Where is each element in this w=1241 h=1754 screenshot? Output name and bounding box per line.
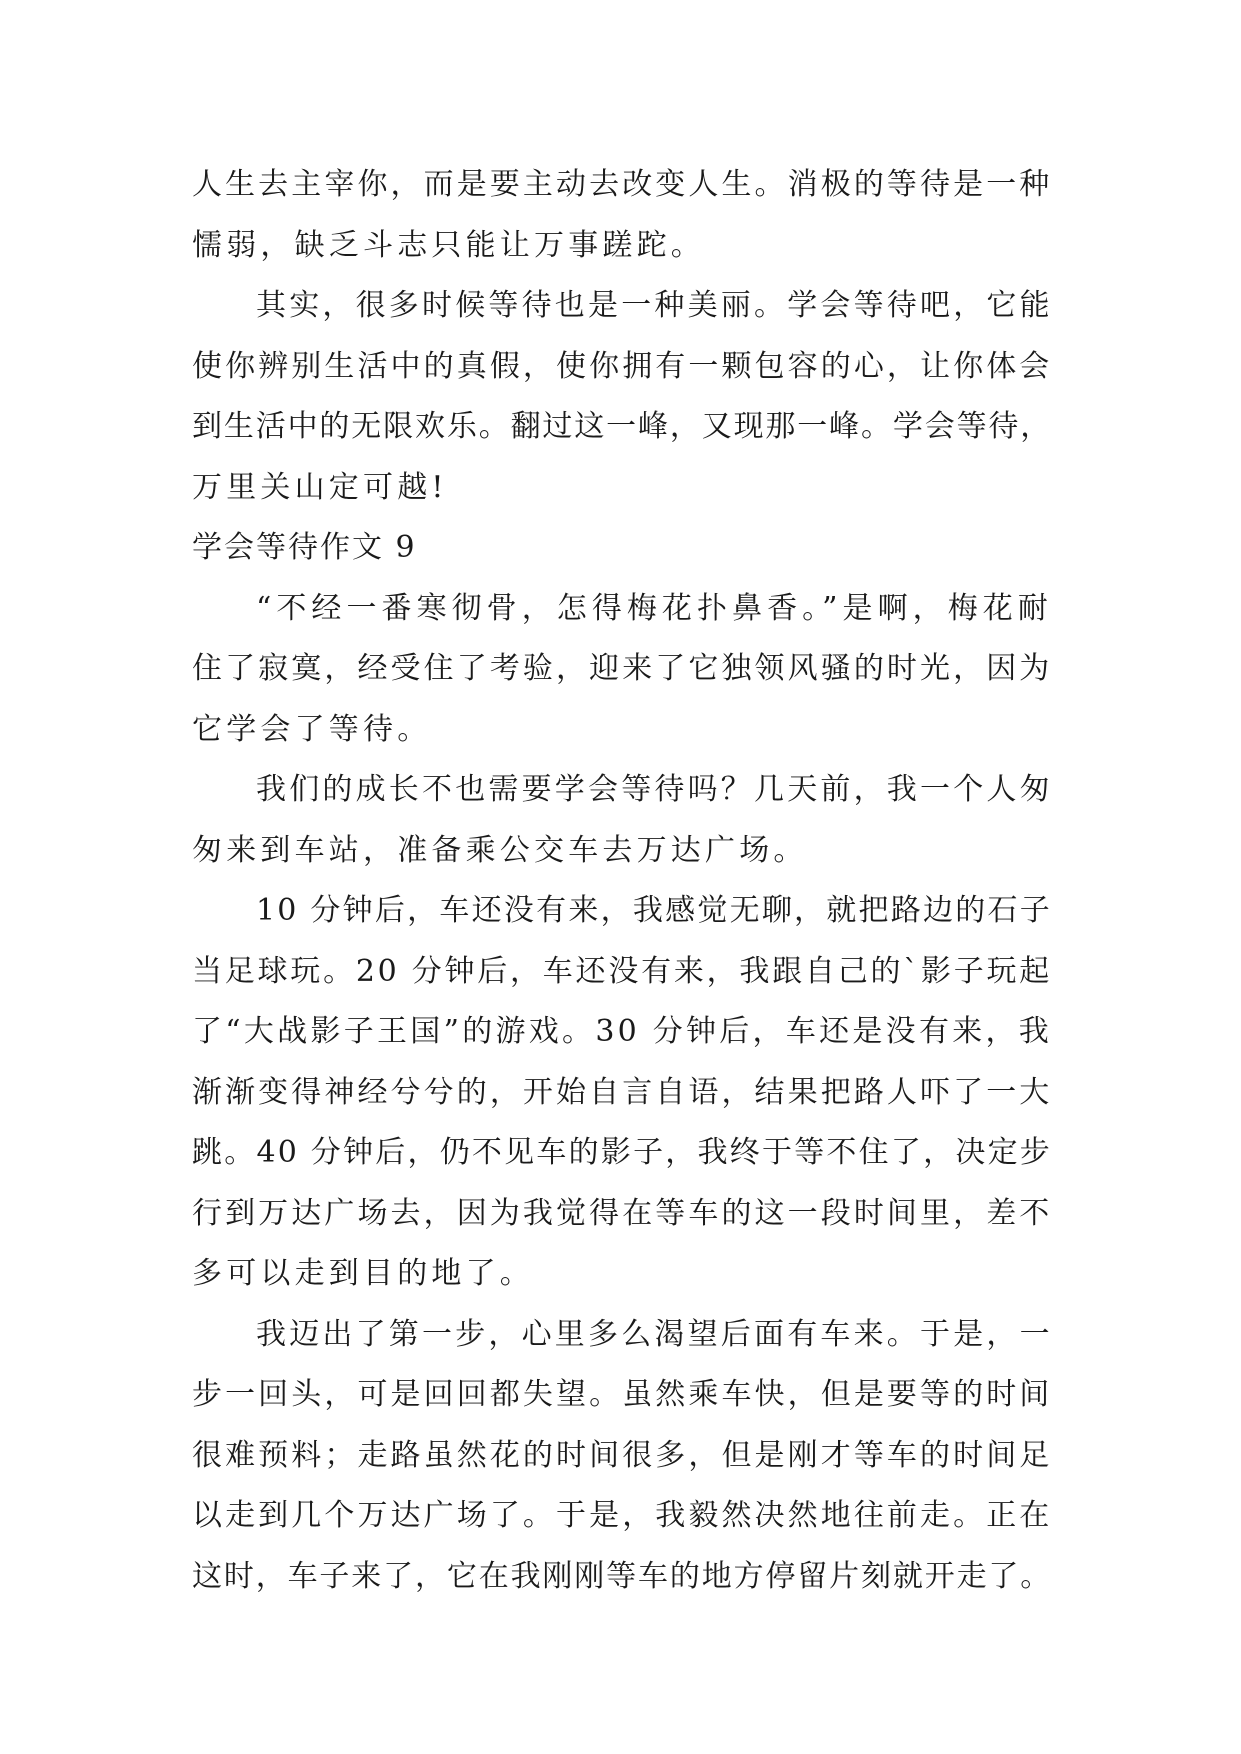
- text-line: 了“大战影子王国”的游戏。30 分钟后，车还是没有来，我: [192, 1014, 1052, 1049]
- text-line: 步一回头，可是回回都失望。虽然乘车快，但是要等的时间: [192, 1377, 1052, 1412]
- text-line: 跳。40 分钟后，仍不见车的影子，我终于等不住了，决定步: [192, 1135, 1052, 1170]
- text-line: 人生去主宰你，而是要主动去改变人生。消极的等待是一种: [192, 167, 1052, 202]
- paragraph: [192, 1305, 1052, 1608]
- paragraph: [192, 881, 1052, 1305]
- text-line: 多可以走到目的地了。: [192, 1256, 534, 1291]
- paragraph: [192, 760, 1052, 881]
- text-line: 很难预料；走路虽然花的时间很多，但是刚才等车的时间足: [192, 1437, 1052, 1473]
- text-line: 它学会了等待。: [192, 711, 432, 747]
- text-line: 以走到几个万达广场了。于是，我毅然决然地往前走。正在: [192, 1498, 1052, 1533]
- text-line: 住了寂寞，经受住了考验，迎来了它独领风骚的时光，因为: [192, 651, 1052, 686]
- text-line: 10 分钟后，车还没有来，我感觉无聊，就把路边的石子: [256, 893, 1052, 928]
- text-line: 渐渐变得神经兮兮的，开始自言自语，结果把路人吓了一大: [192, 1074, 1052, 1110]
- paragraph: [192, 579, 1052, 761]
- text-line: 我迈出了第一步，心里多么渴望后面有车来。于是，一: [256, 1316, 1053, 1352]
- text-line: “不经一番寒彻骨，怎得梅花扑鼻香。”是啊，梅花耐: [256, 590, 1052, 626]
- text-line: 其实，很多时候等待也是一种美丽。学会等待吧，它能: [256, 288, 1053, 323]
- paragraph: [192, 155, 1052, 276]
- text-line: 使你辨别生活中的真假，使你拥有一颗包容的心，让你体会: [192, 348, 1052, 384]
- text-line: 懦弱，缺乏斗志只能让万事蹉跎。: [192, 227, 705, 263]
- paragraph: [192, 276, 1052, 518]
- text-line: 这时，车子来了，它在我刚刚等车的地方停留片刻就开走了。: [192, 1558, 1052, 1594]
- section-heading: 学会等待作文 9: [192, 530, 417, 565]
- text-line: 当足球玩。20 分钟后，车还没有来，我跟自己的`影子玩起: [192, 953, 1052, 989]
- text-line: 匆来到车站，准备乘公交车去万达广场。: [192, 832, 808, 868]
- document-page: [192, 155, 1052, 1607]
- text-line: 到生活中的无限欢乐。翻过这一峰，又现那一峰。学会等待，: [192, 409, 1052, 444]
- text-line: 行到万达广场去，因为我觉得在等车的这一段时间里，差不: [192, 1195, 1052, 1231]
- text-line: 万里关山定可越!: [192, 469, 448, 505]
- text-line: 我们的成长不也需要学会等待吗？几天前，我一个人匆: [256, 772, 1053, 807]
